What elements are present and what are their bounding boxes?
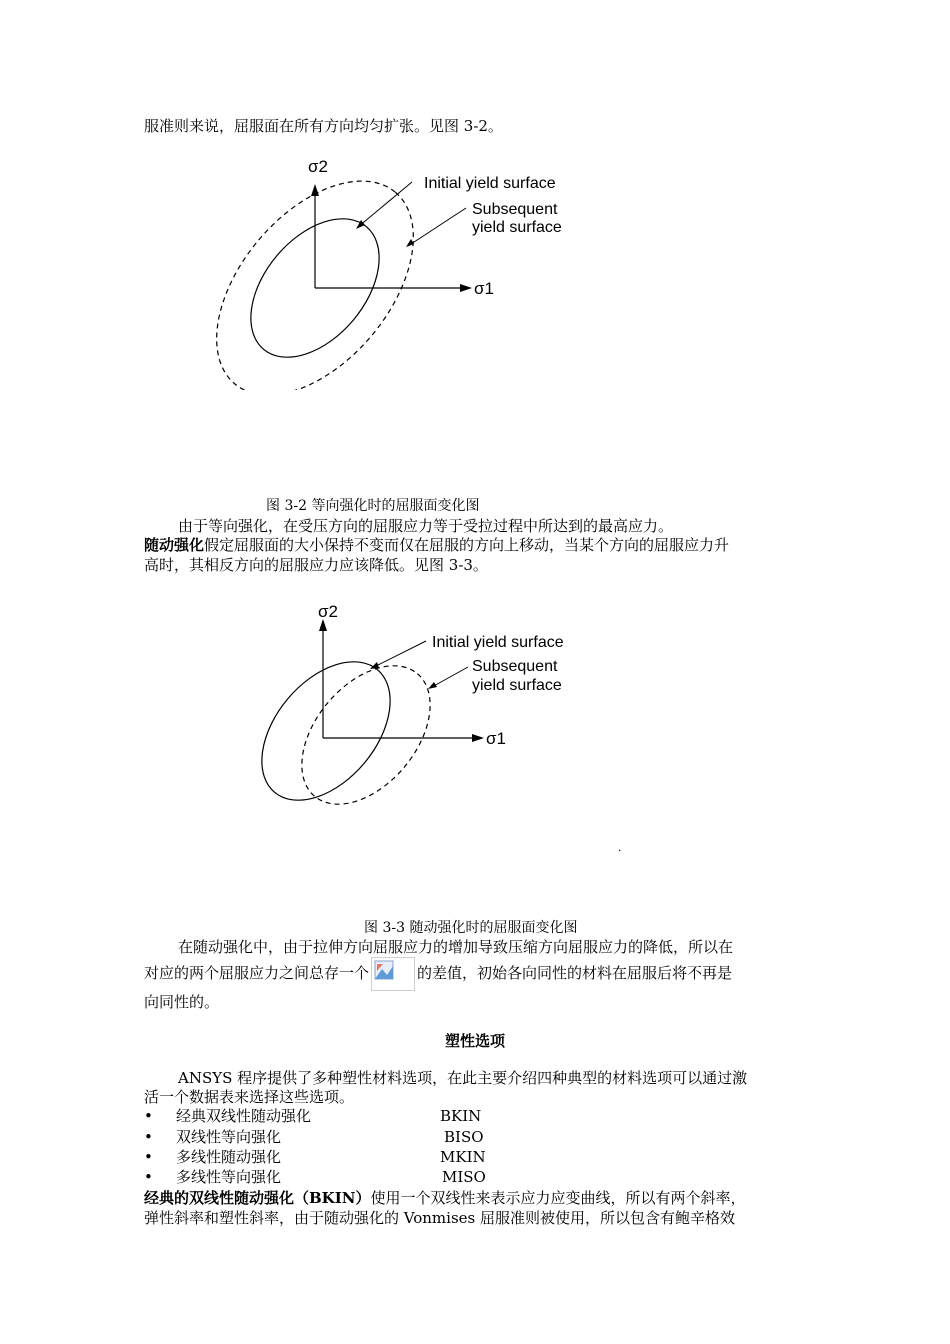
- stray-dot: .: [618, 840, 622, 854]
- subsequent-label-1: Subsequent: [472, 658, 558, 675]
- term-kinematic-hardening: 随动强化: [144, 536, 205, 554]
- subsequent-leader-line: [432, 667, 468, 687]
- paragraph-intro-tail: 服准则来说，屈服面在所有方向均匀扩张。见图 3-2。: [144, 117, 503, 135]
- sigma1-arrowhead: [472, 734, 484, 742]
- figure-isotropic-hardening: [210, 150, 610, 390]
- option-name: 多线性随动强化: [176, 1148, 282, 1166]
- paragraph-kinematic2-line2: [144, 956, 732, 991]
- option-code: BISO: [444, 1128, 484, 1146]
- paragraph-kinematic-line2: 高时，其相反方向的屈服应力应该降低。见图 3-3。: [144, 556, 488, 574]
- initial-surface-label: Initial yield surface: [424, 175, 556, 192]
- paragraph-kinematic2-line1: 在随动强化中，由于拉伸方向屈服应力的增加导致压缩方向屈服应力的降低，所以在: [178, 938, 734, 956]
- bullet-icon: •: [144, 1148, 153, 1166]
- paragraph-kinematic2-line3: 向同性的。: [144, 993, 220, 1011]
- initial-surface-label: Initial yield surface: [432, 634, 564, 651]
- paragraph-kinematic-line1: [144, 535, 729, 555]
- subsequent-label-2: yield surface: [472, 219, 562, 236]
- kinematic-definition: 假定屈服面的大小保持不变而仅在屈服的方向上移动，当某个方向的屈服应力升: [204, 536, 730, 554]
- option-code: MISO: [442, 1168, 486, 1186]
- subsequent-label-1: Subsequent: [472, 201, 558, 218]
- bullet-icon: •: [144, 1168, 153, 1186]
- option-name: 多线性等向强化: [176, 1168, 282, 1186]
- section-heading-plastic-options: 塑性选项: [444, 1032, 505, 1050]
- subsequent-leader-arrow: [428, 682, 437, 689]
- kinematic2-text-after: 的差值，初始各向同性的材料在屈服后将不再是: [417, 964, 733, 982]
- initial-yield-surface: [250, 638, 416, 825]
- initial-leader-line: [374, 641, 426, 667]
- term-bkin: 经典的双线性随动强化（BKIN）: [144, 1189, 371, 1207]
- bullet-icon: •: [144, 1107, 153, 1125]
- paragraph-ansys-line2: 活一个数据表来选择这些选项。: [144, 1088, 355, 1106]
- option-name: 经典双线性随动强化: [176, 1107, 312, 1125]
- paragraph-bkin-line1: [144, 1188, 745, 1208]
- bkin-description: 使用一个双线性来表示应力应变曲线，所以有两个斜率，: [370, 1189, 746, 1207]
- option-code: MKIN: [440, 1148, 486, 1166]
- sigma1-label: σ1: [486, 729, 506, 748]
- figure-3-3-caption: 图 3-3 随动强化时的屈服面变化图: [364, 920, 578, 936]
- kinematic2-text-before: 对应的两个屈服应力之间总存一个: [144, 964, 370, 982]
- paragraph-ansys-line1: ANSYS 程序提供了多种塑性材料选项，在此主要介绍四种典型的材料选项可以通过激: [178, 1069, 748, 1087]
- initial-leader-line: [358, 182, 412, 227]
- sigma1-label: σ1: [474, 279, 494, 298]
- sigma2-label: σ2: [318, 602, 338, 621]
- paragraph-bkin-line2: 弹性斜率和塑性斜率，由于随动强化的 Vonmises 屈服准则被使用，所以包含有鲍辛格效: [144, 1209, 735, 1227]
- subsequent-leader-line: [408, 208, 466, 246]
- option-name: 双线性等向强化: [176, 1128, 282, 1146]
- sigma2-label: σ2: [308, 157, 328, 176]
- subsequent-yield-surface: [210, 150, 452, 390]
- option-code: BKIN: [440, 1107, 482, 1125]
- figure-kinematic-hardening: [250, 595, 650, 860]
- bullet-icon: •: [144, 1128, 153, 1146]
- sigma1-arrowhead: [460, 284, 472, 292]
- paragraph-isotropic-end: 由于等向强化，在受压方向的屈服应力等于受拉过程中所达到的最高应力。: [178, 517, 674, 535]
- subsequent-label-2: yield surface: [472, 677, 562, 694]
- figure-3-2-caption: 图 3-2 等向强化时的屈服面变化图: [266, 498, 480, 514]
- broken-image-icon: [371, 957, 415, 991]
